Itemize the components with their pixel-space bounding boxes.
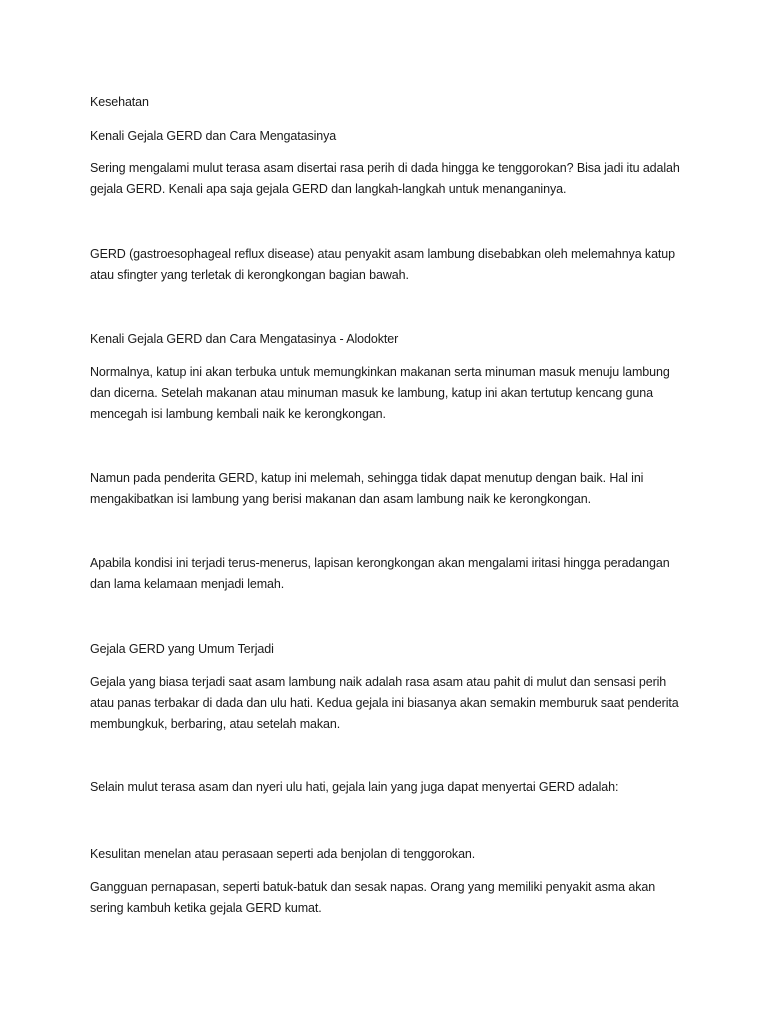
other-symptoms-intro: Selain mulut terasa asam dan nyeri ulu hati, gejala lain yang juga dapat menyertai GERD adalah: [90,780,619,794]
symptom-breathing: Gangguan pernapasan, seperti batuk-batuk dan sesak napas. Orang yang memiliki penyakit asma akan sering kambuh ketika gejala GERD kumat. [90,880,656,915]
continuous-paragraph: Apabila kondisi ini terjadi terus-menerus, lapisan kerongkongan akan mengalami iritasi hingga peradangan dan lama kelamaan menjadi lemah. [90,556,670,591]
intro-paragraph: Sering mengalami mulut terasa asam disertai rasa perih di dada hingga ke tenggorokan? Bisa jadi itu adalah gejala GERD. Kenali apa saja gejala GERD dan langkah-langkah untuk menanganinya. [90,161,680,196]
symptoms-heading: Gejala GERD yang Umum Terjadi [90,642,274,656]
symptom-swallowing: Kesulitan menelan atau perasaan seperti ada benjolan di tenggorokan. [90,847,476,861]
category-label: Kesehatan [90,95,149,109]
definition-paragraph: GERD (gastroesophageal reflux disease) atau penyakit asam lambung disebabkan oleh melemahnya katup atau sfingter yang terletak di kerongkongan bagian bawah. [90,247,675,282]
source-heading: Kenali Gejala GERD dan Cara Mengatasinya - Alodokter [90,332,399,346]
page-title: Kenali Gejala GERD dan Cara Mengatasinya [90,129,337,143]
gerd-paragraph: Namun pada penderita GERD, katup ini melemah, sehingga tidak dapat menutup dengan baik. Hal ini mengakibatkan isi lambung yang berisi makanan dan asam lambung naik ke kerongkongan. [90,471,644,506]
normal-paragraph: Normalnya, katup ini akan terbuka untuk memungkinkan makanan serta minuman masuk menuju lambung dan dicerna. Setelah makanan atau minuman masuk ke lambung, katup ini akan tertutup kencang guna mencegah isi lambung kembali naik ke kerongkongan. [90,365,670,421]
symptoms-paragraph: Gejala yang biasa terjadi saat asam lambung naik adalah rasa asam atau pahit di mulut dan sensasi perih atau panas terbakar di dada dan ulu hati. Kedua gejala ini biasanya akan semakin memburuk saat penderita membungkuk, berbaring, atau setelah makan. [90,675,679,731]
